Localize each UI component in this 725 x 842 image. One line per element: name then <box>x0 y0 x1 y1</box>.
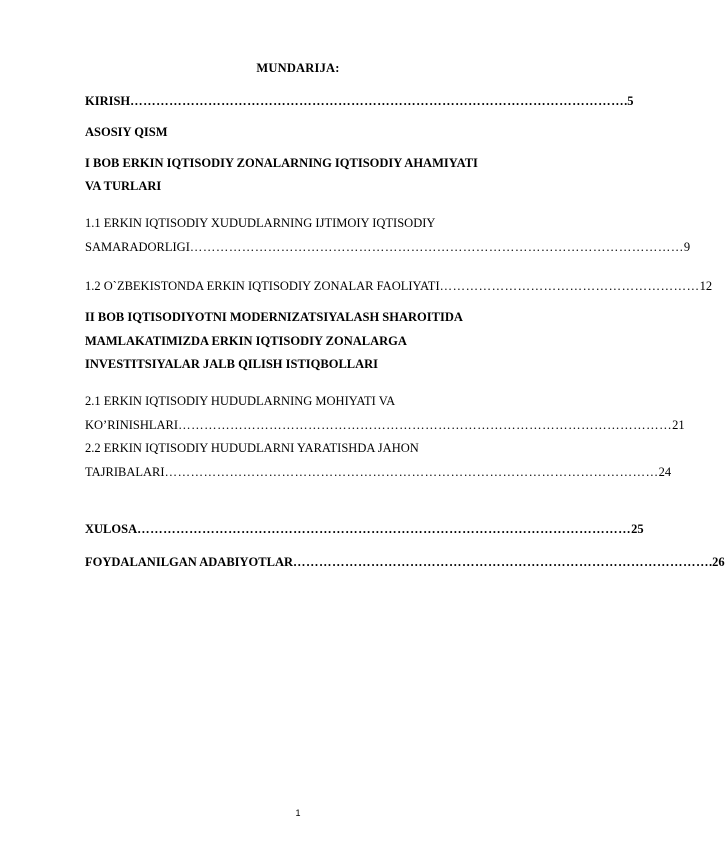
toc-section-1-1[interactable] <box>85 239 691 255</box>
toc-leader-dots: …………………………………………………… <box>439 279 700 293</box>
toc-section-2-2-line1[interactable]: 2.2 ERKIN IQTISODIY HUDUDLARNI YARATISHDA JAHON <box>85 441 419 455</box>
toc-leader-dots: …………………………………………………………………………………………………… <box>137 522 632 536</box>
toc-entry-page: .5 <box>624 94 634 108</box>
toc-chapter-2-line1[interactable]: II BOB IQTISODIYOTNI MODERNIZATSIYALASH SHAROITIDA <box>85 310 463 324</box>
toc-entry-xulosa[interactable] <box>85 521 644 537</box>
toc-chapter-1-line2[interactable]: VA TURLARI <box>85 179 162 193</box>
toc-leader-dots: …………………………………………………………………………………………………… <box>164 465 659 479</box>
toc-heading-asosiy-qism: ASOSIY QISM <box>85 125 168 139</box>
toc-entry-page: 21 <box>672 418 685 432</box>
toc-entry-page: 9 <box>683 240 691 254</box>
toc-entry-text: FOYDALANILGAN ADABIYOTLAR <box>85 555 294 569</box>
toc-section-2-1-line1[interactable]: 2.1 ERKIN IQTISODIY HUDUDLARNING MOHIYATI VA <box>85 394 396 408</box>
toc-section-1-2[interactable] <box>85 278 713 294</box>
toc-entry-page: 25 <box>631 522 644 536</box>
toc-leader-dots: …………………………………………………………………………………………………… <box>178 418 673 432</box>
toc-entry-text: KIRISH <box>85 94 131 108</box>
toc-leader-dots: …………………………………………………………………………………… <box>293 555 710 569</box>
toc-section-2-2[interactable] <box>85 464 672 480</box>
toc-entry-text: TAJRIBALARI <box>85 465 165 479</box>
toc-entry-text: 1.2 O`ZBEKISTONDA ERKIN IQTISODIY ZONALAR FAOLIYATI <box>85 279 440 293</box>
toc-entry-kirish[interactable] <box>85 93 634 109</box>
toc-chapter-1-line1[interactable]: I BOB ERKIN IQTISODIY ZONALARNING IQTISODIY AHAMIYATI <box>85 156 478 170</box>
toc-entry-page: 24 <box>658 465 672 479</box>
toc-entry-adabiyotlar[interactable] <box>85 554 725 570</box>
toc-entry-text: SAMARADORLIGI <box>85 240 190 254</box>
toc-entry-page: 12 <box>699 279 713 293</box>
toc-section-2-1[interactable] <box>85 417 685 433</box>
toc-entry-text: XULOSA <box>85 522 138 536</box>
toc-leader-dots: …………………………………………………………………………………………………… <box>189 240 684 254</box>
page-number: 1 <box>295 808 301 818</box>
toc-leader-dots: …………………………………………………………………………………………………… <box>130 94 625 108</box>
toc-entry-text: KO’RINISHLARI <box>85 418 179 432</box>
toc-section-1-1-line1[interactable]: 1.1 ERKIN IQTISODIY XUDUDLARNING IJTIMOIY IQTISODIY <box>85 216 436 230</box>
toc-title: MUNDARIJA: <box>256 61 340 75</box>
toc-entry-page: .26 <box>709 555 725 569</box>
toc-chapter-2-line3[interactable]: INVESTITSIYALAR JALB QILISH ISTIQBOLLARI <box>85 357 379 371</box>
toc-chapter-2-line2[interactable]: MAMLAKATIMIZDA ERKIN IQTISODIY ZONALARGA <box>85 334 407 348</box>
